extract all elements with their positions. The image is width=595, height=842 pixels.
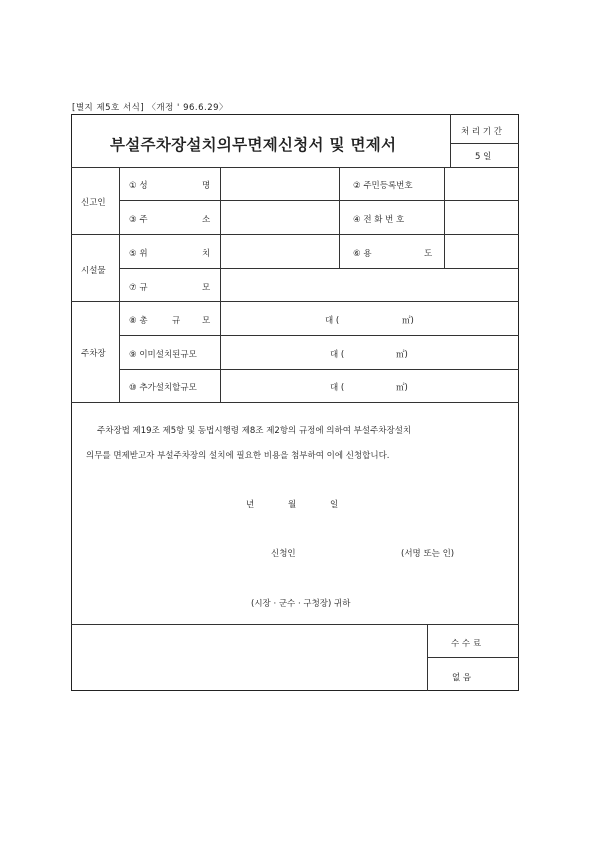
title-divider — [450, 114, 451, 167]
applicant-sign-note: (서명 또는 인) — [401, 549, 455, 559]
location-field[interactable] — [221, 235, 338, 267]
installed-scale-unit: 대 ( — [330, 350, 345, 360]
total-scale-unit: 대 ( — [325, 316, 340, 326]
addressee: (시장 · 군수 · 구청장) 귀하 — [251, 599, 351, 609]
mid-col-line — [339, 167, 340, 268]
fee-label: 수 수 료 — [451, 639, 482, 649]
installed-scale-label: ⑨ 이미설치된규모 — [129, 350, 197, 360]
additional-scale-label: ⑩ 추가설치할규모 — [129, 383, 197, 393]
address-label-tail: 소 — [202, 215, 211, 225]
signature-field[interactable] — [310, 542, 398, 560]
row-line — [71, 301, 519, 302]
form-number-note: [별지 제5호 서식] 〈개정 ' 96.6.29〉 — [72, 103, 229, 113]
date-year: 년 — [246, 500, 255, 510]
statement-line-2: 의무를 면제받고자 부설주차장의 설치에 필요한 비용을 첨부하여 이에 신청합니다. — [86, 451, 390, 461]
resident-number-field[interactable] — [445, 168, 518, 199]
name-label-tail: 명 — [202, 181, 211, 191]
location-label: ⑤ 위 — [129, 249, 148, 259]
row-line — [119, 335, 519, 336]
date-day: 일 — [330, 500, 339, 510]
page-title: 부설주차장설치의무면제신청서 및 면제서 — [110, 136, 397, 154]
statement-line-1: 주차장법 제19조 제5항 및 동법시행령 제8조 제2항의 규정에 의하여 부설주차장설치 — [97, 426, 412, 436]
section-facility: 시설물 — [81, 266, 106, 276]
address-label: ③ 주 — [129, 215, 148, 225]
address-field[interactable] — [221, 201, 338, 233]
scale-label: ⑦ 규 — [129, 283, 148, 293]
row-line — [71, 402, 519, 403]
date-month: 월 — [288, 500, 297, 510]
additional-scale-unit: 대 ( — [330, 383, 345, 393]
phone-field[interactable] — [445, 201, 518, 233]
resident-number-label: ② 주민등록번호 — [353, 181, 413, 191]
total-scale-label: ⑧ 총 — [129, 316, 148, 326]
section-applicant: 신고인 — [81, 198, 106, 208]
processing-period-value: 5 일 — [475, 152, 492, 162]
fee-value: 없 음 — [452, 673, 472, 683]
scale-field[interactable] — [221, 269, 518, 300]
name-label: ① 성 — [129, 181, 148, 191]
total-scale-area-unit: ㎡) — [402, 316, 414, 326]
processing-period-label: 처 리 기 간 — [461, 127, 502, 137]
section-col-line — [119, 167, 120, 402]
phone-label: ④ 전 화 번 호 — [353, 215, 405, 225]
fee-divider — [427, 657, 519, 658]
usage-field[interactable] — [445, 235, 518, 267]
scale-label-tail: 모 — [202, 283, 211, 293]
additional-scale-area-unit: ㎡) — [396, 383, 408, 393]
location-label-tail: 치 — [202, 249, 211, 259]
total-scale-label-tail: 모 — [202, 316, 211, 326]
usage-label: ⑥ 용 — [353, 249, 372, 259]
installed-scale-area-unit: ㎡) — [396, 350, 408, 360]
total-scale-label-mid: 규 — [172, 316, 181, 326]
row-line — [119, 369, 519, 370]
section-parking: 주차장 — [81, 349, 106, 359]
row-line — [71, 624, 519, 625]
name-field[interactable] — [221, 168, 338, 199]
applicant-sign-label: 신청인 — [271, 549, 296, 559]
processing-divider — [450, 143, 519, 144]
usage-label-tail: 도 — [424, 249, 433, 259]
